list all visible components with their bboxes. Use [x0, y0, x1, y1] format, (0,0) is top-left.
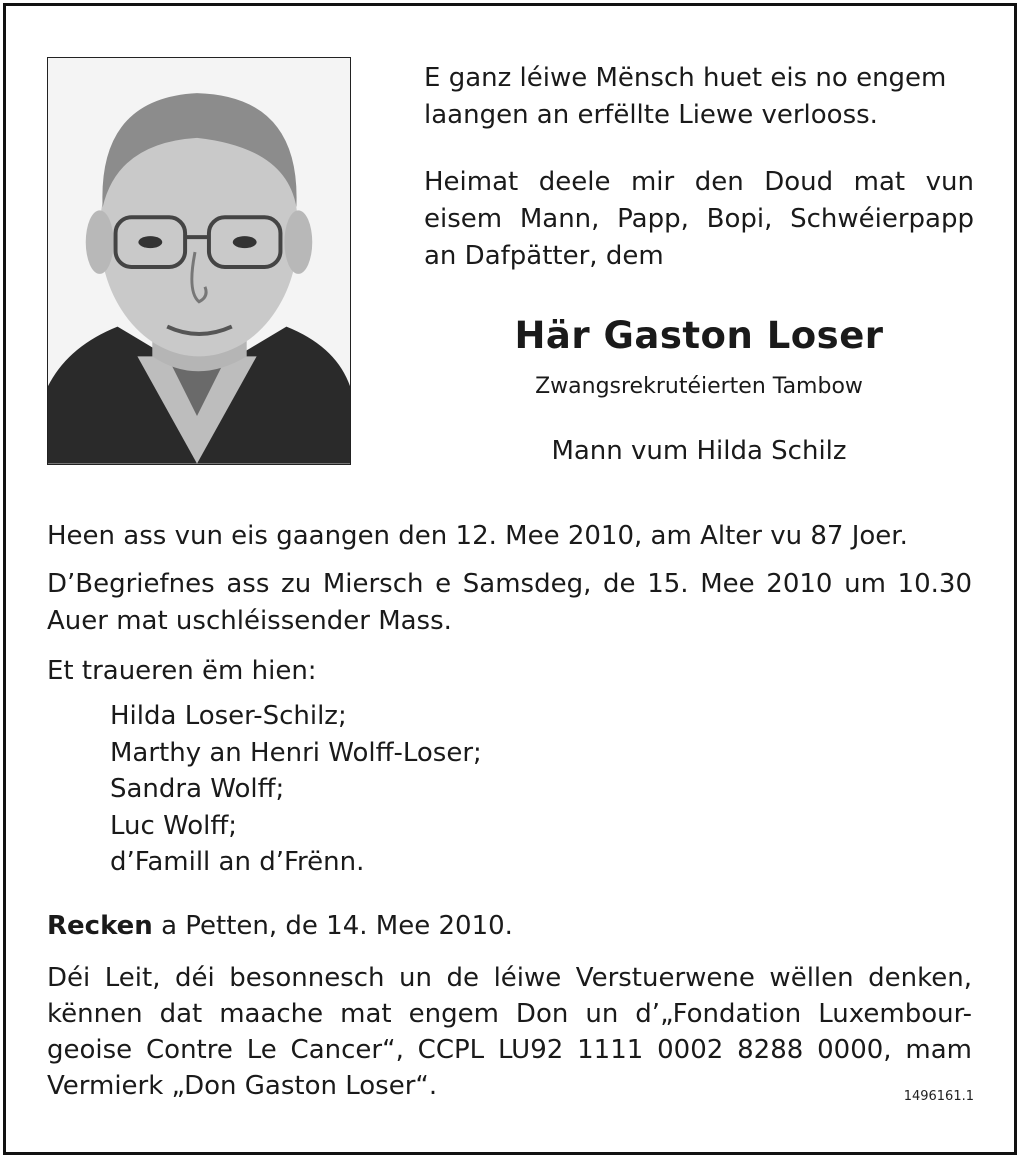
place-name: Recken: [47, 911, 153, 941]
mourners-list: [110, 698, 482, 881]
reference-number: 1496161.1: [903, 1089, 974, 1104]
donation-line: Vermierk „Don Gaston Loser“.: [47, 1071, 438, 1101]
announcement-text: [424, 164, 974, 275]
funeral-line: Auer mat uschléissender Mass.: [47, 606, 452, 636]
portrait-photo: [47, 57, 351, 465]
donation-notice: [47, 960, 972, 1104]
intro-line: E ganz léiwe Mënsch huet eis no engem: [424, 63, 947, 93]
mourner-item: Sandra Wolff;: [110, 774, 285, 804]
place-date: a Petten, de 14. Mee 2010.: [152, 911, 513, 941]
spouse-line: Mann vum Hilda Schilz: [551, 436, 847, 466]
donation-line: kënnen dat maache mat engem Don un d’„Fondation Luxembour-: [47, 999, 972, 1029]
mourner-item: Luc Wolff;: [110, 810, 238, 841]
funeral-line: D’Begriefnes ass zu Miersch e Samsdeg, de 15. Mee 2010 um 10.30: [47, 569, 972, 599]
announcement-line: an Dafpätter, dem: [424, 241, 664, 271]
announcement-line: Heimat deele mir den Doud mat vun: [424, 167, 974, 197]
deceased-subtitle: Zwangsrekrutéierten Tambow: [535, 374, 863, 399]
deceased-name: Här Gaston Loser: [514, 314, 884, 357]
mourners-heading: Et traueren ëm hien:: [47, 656, 317, 686]
donation-line: geoise Contre Le Cancer“, CCPL LU92 1111 0002 8288 0000, mam: [47, 1035, 972, 1065]
mourner-item: Hilda Loser-Schilz;: [110, 701, 347, 731]
place-date-line: [47, 908, 513, 945]
announcement-line: eisem Mann, Papp, Bopi, Schwéierpapp: [424, 204, 974, 234]
death-date-line: Heen ass vun eis gaangen den 12. Mee 2010, am Alter vu 87 Joer.: [47, 521, 908, 551]
donation-line: Déi Leit, déi besonnesch un de léiwe Verstuerwene wëllen denken,: [47, 963, 972, 993]
intro-text: [424, 60, 946, 134]
mourner-item: d’Famill an d’Frënn.: [110, 847, 365, 877]
mourner-item: Marthy an Henri Wolff-Loser;: [110, 737, 482, 768]
intro-line: laangen an erfëllte Liewe verlooss.: [424, 100, 878, 130]
funeral-info: [47, 566, 972, 640]
